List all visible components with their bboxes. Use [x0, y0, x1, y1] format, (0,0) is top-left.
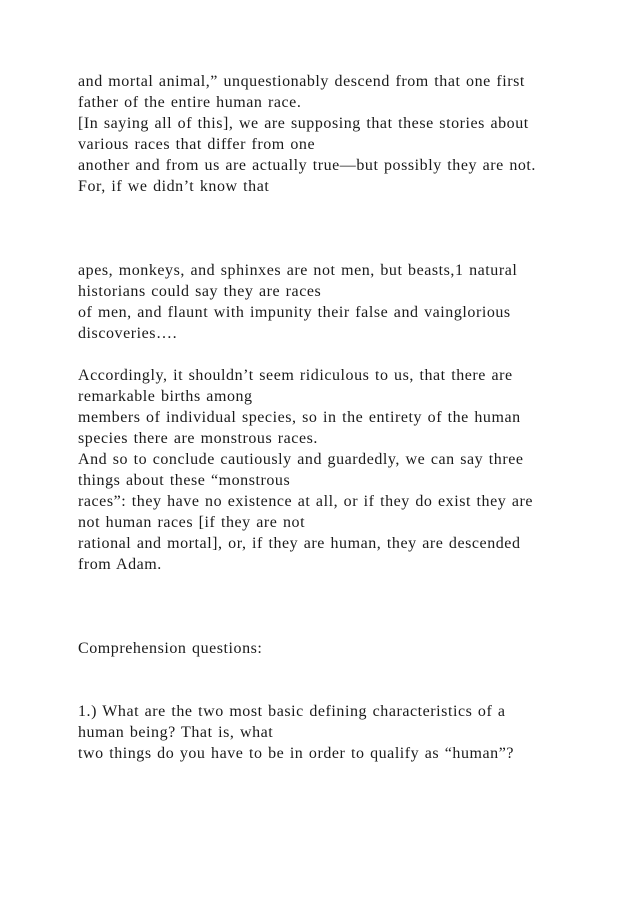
text-line: rational and mortal], or, if they are human, they are descended: [78, 535, 521, 552]
section-heading: Comprehension questions:: [78, 640, 263, 657]
text-line: For, if we didn’t know that: [78, 178, 270, 195]
text-line: discoveries….: [78, 325, 178, 342]
text-line: [In saying all of this], we are supposing that these stories about: [78, 115, 529, 132]
text-line: species there are monstrous races.: [78, 430, 318, 447]
text-line: various races that differ from one: [78, 136, 316, 153]
text-line: And so to conclude cautiously and guardedly, we can say three: [78, 451, 524, 468]
question-line: human being? That is, what: [78, 724, 274, 741]
text-line: another and from us are actually true—but possibly they are not.: [78, 157, 536, 174]
text-line: of men, and flaunt with impunity their false and vainglorious: [78, 304, 511, 321]
text-line: remarkable births among: [78, 388, 253, 405]
text-line: members of individual species, so in the entirety of the human: [78, 409, 521, 426]
text-line: things about these “monstrous: [78, 472, 291, 489]
text-line: historians could say they are races: [78, 283, 322, 300]
text-line: races”: they have no existence at all, or if they do exist they are: [78, 493, 534, 510]
text-line: Accordingly, it shouldn’t seem ridiculous to us, that there are: [78, 367, 513, 384]
text-line: from Adam.: [78, 556, 162, 573]
text-line: and mortal animal,” unquestionably descend from that one first: [78, 73, 525, 90]
text-line: father of the entire human race.: [78, 94, 302, 111]
question-line: 1.) What are the two most basic defining characteristics of a: [78, 703, 506, 720]
text-line: not human races [if they are not: [78, 514, 306, 531]
text-line: apes, monkeys, and sphinxes are not men, but beasts,1 natural: [78, 262, 518, 279]
question-line: two things do you have to be in order to qualify as “human”?: [78, 745, 515, 762]
